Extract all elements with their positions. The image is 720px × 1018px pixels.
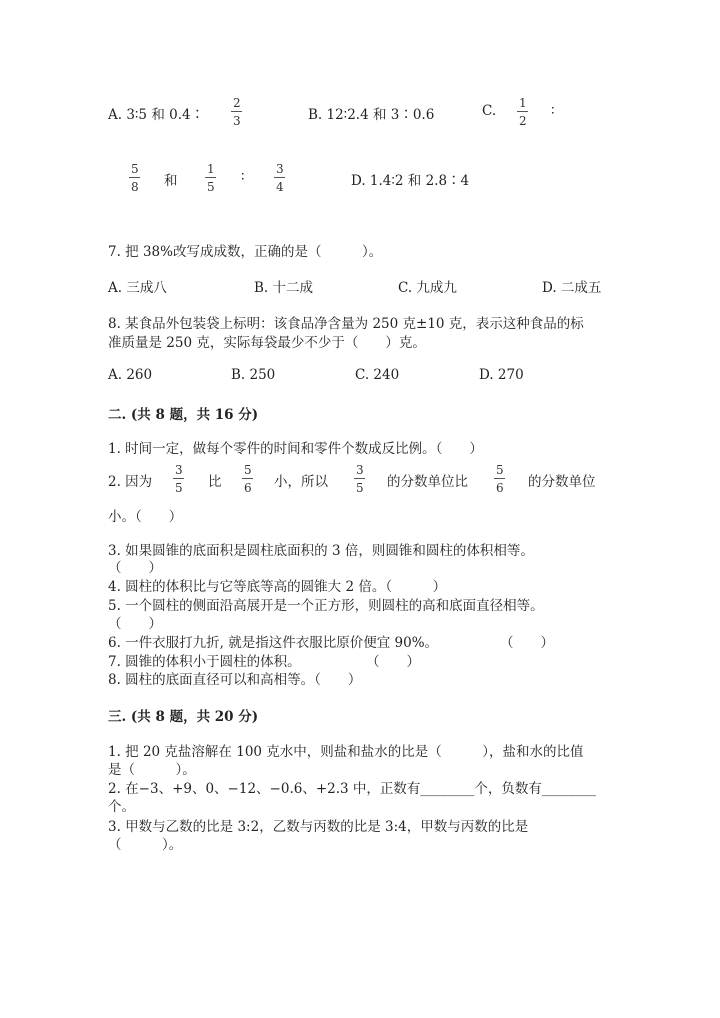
s2-q5-line-1: 5. 一个圆柱的侧面沿高展开是一个正方形，则圆柱的高和底面直径相等。 bbox=[108, 598, 544, 614]
s3-q3-line-1: 3. 甲数与乙数的比是 3:2，乙数与丙数的比是 3:4，甲数与丙数的比是 bbox=[108, 819, 529, 835]
q6-option-c-label: C. bbox=[482, 103, 497, 119]
q8-stem-line-1: 8. 某食品外包装袋上标明：该食品净含量为 250 克±10 克，表示这种食品的标 bbox=[108, 316, 584, 332]
s2-q2-part-4: 的分数单位比 bbox=[387, 474, 468, 490]
fraction-numerator: 3 bbox=[276, 162, 284, 176]
s2-q3-line-2: （ ） bbox=[108, 560, 162, 576]
fraction-denominator: 8 bbox=[131, 180, 139, 194]
s2-q2-part-3: 小，所以 bbox=[274, 474, 328, 490]
q8-option-d: D. 270 bbox=[479, 367, 524, 383]
q6-option-d: D. 1.4∶2 和 2.8∶4 bbox=[351, 173, 470, 189]
fraction-numerator: 1 bbox=[519, 96, 527, 110]
s2-question-8: 8. 圆柱的底面直径可以和高相等。（ ） bbox=[108, 672, 362, 688]
fraction-numerator: 3 bbox=[356, 463, 364, 477]
fraction-denominator: 2 bbox=[519, 114, 527, 128]
s2-q2-part-1: 2. 因为 bbox=[108, 474, 153, 490]
q7-stem: 7. 把 38%改写成成数，正确的是（ ）。 bbox=[108, 244, 383, 260]
fraction-denominator: 3 bbox=[233, 114, 241, 128]
s2-q2-part-5: 的分数单位 bbox=[528, 474, 596, 490]
fraction-numerator: 5 bbox=[244, 463, 252, 477]
fraction-numerator: 5 bbox=[131, 162, 139, 176]
q6-option-c-and: 和 bbox=[164, 173, 178, 189]
q6-option-c-fraction-4 bbox=[274, 163, 286, 193]
s2-q2-line-2: 小。（ ） bbox=[108, 509, 183, 525]
s2-q6-text: 6. 一件衣服打九折, 就是指这件衣服比原价便宜 90%。 bbox=[108, 635, 439, 651]
fraction-denominator: 4 bbox=[276, 180, 284, 194]
s2-q2-fraction-1 bbox=[173, 464, 185, 494]
section-2-title: 二. (共 8 题，共 16 分) bbox=[108, 407, 259, 423]
s2-q2-fraction-4 bbox=[494, 464, 506, 494]
q7-option-c: C. 九成九 bbox=[398, 280, 457, 296]
fraction-denominator: 5 bbox=[356, 481, 364, 495]
q6-option-c-fraction-2 bbox=[129, 163, 141, 193]
q6-option-c-fraction-3 bbox=[205, 163, 217, 193]
fraction-denominator: 5 bbox=[207, 180, 215, 194]
fraction-denominator: 5 bbox=[175, 481, 183, 495]
fraction-numerator: 1 bbox=[207, 162, 215, 176]
s2-q7-paren: （ ） bbox=[366, 654, 420, 670]
fraction-denominator: 6 bbox=[244, 481, 252, 495]
q8-option-c: C. 240 bbox=[355, 367, 400, 383]
q8-option-a: A. 260 bbox=[108, 367, 153, 383]
q6-option-a-fraction bbox=[231, 97, 243, 127]
q6-option-a-text: A. 3∶5 和 0.4∶ bbox=[108, 107, 205, 123]
s2-q7-text: 7. 圆锥的体积小于圆柱的体积。 bbox=[108, 654, 301, 670]
q8-stem-line-2: 准质量是 250 克，实际每袋最少不少于（ ）克。 bbox=[108, 335, 426, 351]
s2-q5-line-2: （ ） bbox=[108, 616, 162, 632]
fraction-numerator: 3 bbox=[175, 463, 183, 477]
s2-q3-line-1: 3. 如果圆锥的底面积是圆柱底面积的 3 倍，则圆锥和圆柱的体积相等。 bbox=[108, 543, 534, 559]
s3-q2-line-2: 个。 bbox=[108, 799, 135, 815]
q6-option-c-fraction-1 bbox=[517, 97, 529, 127]
s2-q6-paren: （ ） bbox=[500, 635, 554, 651]
q6-option-b: B. 12∶2.4 和 3∶0.6 bbox=[308, 107, 435, 123]
s2-q2-fraction-3 bbox=[354, 464, 366, 494]
s2-q2-fraction-2 bbox=[242, 464, 254, 494]
q6-option-c-colon-2: ∶ bbox=[241, 169, 245, 185]
section-3-title: 三. (共 8 题，共 20 分) bbox=[108, 709, 259, 725]
q7-option-b: B. 十二成 bbox=[254, 280, 314, 296]
fraction-numerator: 5 bbox=[496, 463, 504, 477]
fraction-numerator: 2 bbox=[233, 96, 241, 110]
q8-option-b: B. 250 bbox=[231, 367, 276, 383]
s3-q2-line-1: 2. 在−3、+9、0、−12、−0.6、+2.3 中，正数有________个，负数有________ bbox=[108, 781, 596, 797]
s2-q2-part-2: 比 bbox=[208, 474, 222, 490]
s3-q1-line-1: 1. 把 20 克盐溶解在 100 克水中，则盐和盐水的比是（ ），盐和水的比值 bbox=[108, 744, 584, 760]
q7-option-d: D. 二成五 bbox=[542, 280, 602, 296]
s2-question-1: 1. 时间一定，做每个零件的时间和零件个数成反比例。（ ） bbox=[108, 441, 483, 457]
s2-question-4: 4. 圆柱的体积比与它等底等高的圆锥大 2 倍。（ ） bbox=[108, 579, 447, 595]
s3-q1-line-2: 是（ ）。 bbox=[108, 762, 196, 778]
q7-option-a: A. 三成八 bbox=[108, 280, 167, 296]
q6-option-c-colon: ∶ bbox=[551, 103, 555, 119]
s3-q3-line-2: （ ）。 bbox=[108, 837, 183, 853]
fraction-denominator: 6 bbox=[496, 481, 504, 495]
